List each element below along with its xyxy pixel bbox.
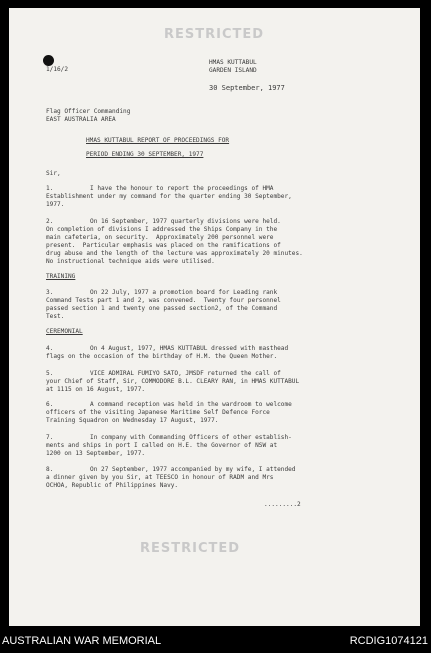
paragraph-6-line-1: 6. A command reception was held in the wardroom to welcome	[46, 401, 292, 408]
paragraph-2-line-1: 2. On 16 September, 1977 quarterly divisions were held.	[46, 218, 281, 225]
letter-date: 30 September, 1977	[209, 84, 285, 92]
paragraph-2-line-3: main cafeteria, on security. Approximately 200 personnel were	[46, 234, 274, 241]
footer-record-id: RCDIG1074121	[349, 635, 428, 647]
paragraph-2-line-2: On completion of divisions I addressed the Ships Company in the	[46, 226, 278, 233]
report-title-line-1: HMAS KUTTABUL REPORT OF PROCEEDINGS FOR	[86, 137, 230, 144]
footer-source: AUSTRALIAN WAR MEMORIAL	[2, 635, 162, 647]
paragraph-5-line-2: your Chief of Staff, Sir, COMMODORE B.L. CLEARY RAN, in HMAS KUTTABUL	[46, 378, 300, 385]
document-page	[9, 8, 420, 626]
sender-line-2: GARDEN ISLAND	[209, 67, 257, 74]
paragraph-7-line-2: ments and ships in port I called on H.E. the Governor of NSW at	[46, 442, 278, 449]
paragraph-2-line-5: drug abuse and the length of the lecture was approximately 20 minutes.	[46, 250, 303, 257]
paragraph-2-line-4: present. Particular emphasis was placed on the ramifications of	[46, 242, 281, 249]
paragraph-3-line-3: passed section 1 and twenty one passed section2, of the Command	[46, 305, 278, 312]
paragraph-1-line-1: 1. I have the honour to report the proceedings of HMA	[46, 185, 274, 192]
heading-training: TRAINING	[46, 273, 76, 280]
file-reference: 1/16/2	[46, 66, 69, 73]
paragraph-4-line-2: flags on the occasion of the birthday of H.M. the Queen Mother.	[46, 353, 278, 360]
salutation: Sir,	[46, 170, 61, 177]
paragraph-7-line-1: 7. In company with Commanding Officers of other establish-	[46, 434, 292, 441]
paragraph-1-line-3: 1977.	[46, 201, 65, 208]
paragraph-8-line-1: 8. On 27 September, 1977 accompanied by my wife, I attended	[46, 466, 296, 473]
paragraph-6-line-2: officers of the visiting Japanese Maritime Self Defence Force	[46, 409, 270, 416]
paragraph-1-line-2: Establishment under my command for the quarter ending 30 September,	[46, 193, 292, 200]
paragraph-3-line-4: Test.	[46, 313, 65, 320]
paragraph-8-line-3: OCHOA, Republic of Philippines Navy.	[46, 482, 179, 489]
heading-ceremonial: CEREMONIAL	[46, 328, 83, 335]
paragraph-5-line-1: 5. VICE ADMIRAL FUMIYO SATO, JMSDF returned the call of	[46, 370, 281, 377]
punch-hole	[43, 55, 54, 66]
continuation-mark: .........2	[264, 501, 301, 508]
paragraph-5-line-3: at 1115 on 16 August, 1977.	[46, 386, 146, 393]
paragraph-3-line-1: 3. On 22 July, 1977 a promotion board for Leading rank	[46, 289, 278, 296]
paragraph-3-line-2: Command Tests part 1 and 2, was convened. Twenty four personnel	[46, 297, 281, 304]
paragraph-6-line-3: Training Squadron on Wednesday 17 August, 1977.	[46, 417, 219, 424]
addressee-line-2: EAST AUSTRALIA AREA	[46, 116, 116, 123]
paragraph-4-line-1: 4. On 4 August, 1977, HMAS KUTTABUL dressed with masthead	[46, 345, 289, 352]
restricted-stamp-top: RESTRICTED	[164, 27, 265, 42]
report-title-line-2: PERIOD ENDING 30 SEPTEMBER, 1977	[86, 151, 204, 158]
paragraph-8-line-2: a dinner given by you Sir, at TEESCO in honour of RADM and Mrs	[46, 474, 274, 481]
paragraph-7-line-3: 1200 on 13 September, 1977.	[46, 450, 146, 457]
addressee-line-1: Flag Officer Commanding	[46, 108, 131, 115]
sender-line-1: HMAS KUTTABUL	[209, 59, 257, 66]
paragraph-2-line-6: No instructional technique aids were utilised.	[46, 258, 215, 265]
restricted-stamp-bottom: RESTRICTED	[140, 541, 241, 556]
